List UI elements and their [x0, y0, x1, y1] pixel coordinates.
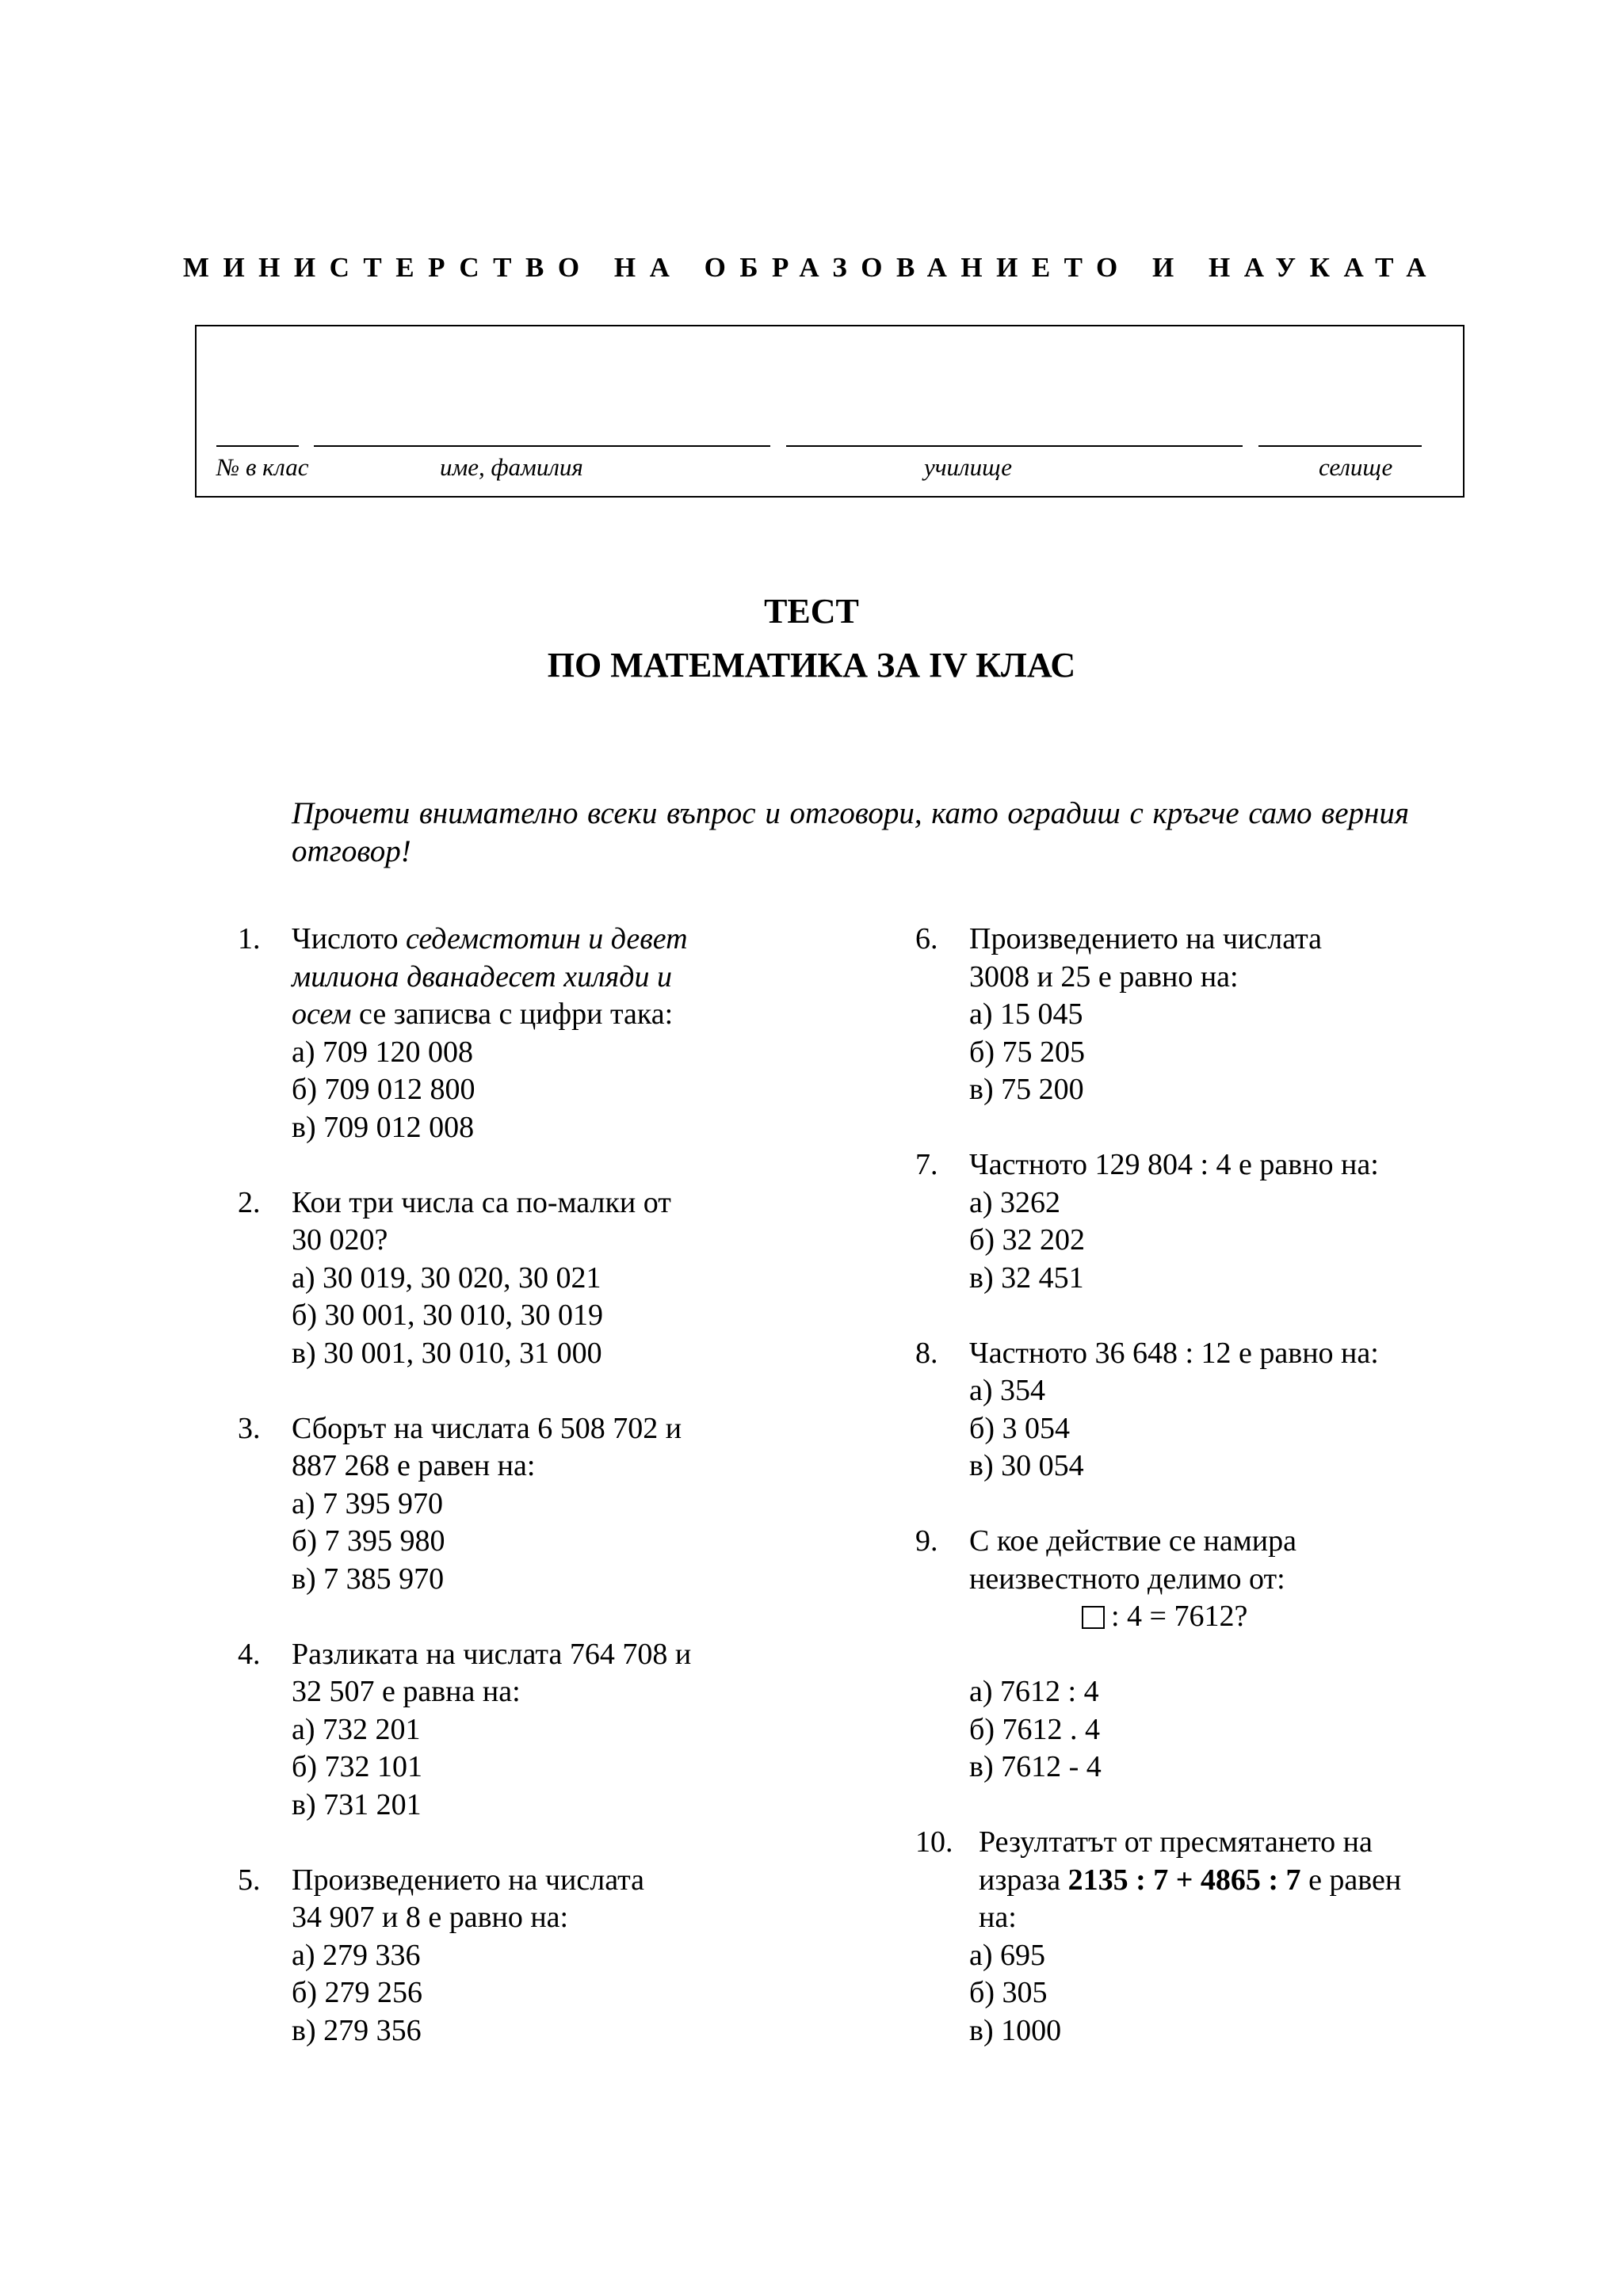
question-text: се записва с цифри така: — [351, 997, 674, 1031]
answer-option[interactable]: в) 30 001, 30 010, 31 000 — [292, 1336, 602, 1370]
answer-option[interactable]: а) 7612 : 4 — [969, 1675, 1099, 1708]
class-number-field[interactable] — [216, 445, 299, 447]
question-text-line — [292, 959, 903, 997]
question-text-line — [969, 1862, 1470, 1900]
answer-option[interactable]: а) 279 336 — [292, 1938, 421, 1972]
question — [238, 921, 903, 1146]
answer-option[interactable]: б) 305 — [969, 1976, 1048, 2009]
question-text-line — [969, 1146, 1470, 1184]
school-field[interactable] — [786, 445, 1243, 447]
question-text: Сборът на числата 6 508 702 и — [292, 1411, 682, 1445]
question-text: е равен — [1300, 1863, 1402, 1897]
answer-option[interactable]: в) 75 200 — [969, 1073, 1084, 1106]
question-text: милиона дванадесет хиляди и — [292, 959, 673, 994]
question-number: 10. — [915, 1825, 953, 1859]
question-text: на: — [979, 1901, 1017, 1934]
answer-option[interactable]: а) 15 045 — [969, 997, 1083, 1031]
question-text-line — [292, 1899, 903, 1937]
answer-option[interactable]: в) 7 385 970 — [292, 1562, 445, 1596]
questions-right-column — [915, 921, 1470, 2050]
question-text-line — [292, 1222, 903, 1260]
answer-option[interactable]: в) 1000 — [969, 2013, 1062, 2047]
equation-spacer — [969, 1636, 1470, 1674]
name-field[interactable] — [314, 445, 770, 447]
question-text-line — [292, 1410, 903, 1448]
village-label: селище — [1319, 453, 1393, 481]
question-text: неизвестното делимо от: — [969, 1562, 1285, 1596]
equation-line — [969, 1598, 1470, 1636]
test-title: ТЕСТ — [764, 592, 859, 631]
answer-option[interactable]: б) 3 054 — [969, 1411, 1070, 1445]
question-text-line — [969, 1523, 1470, 1561]
student-info-box — [195, 325, 1465, 498]
question-text-line — [292, 1673, 903, 1711]
answer-option[interactable]: а) 3262 — [969, 1185, 1061, 1219]
question-text: 30 020? — [292, 1223, 388, 1257]
class-number-label: № в клас — [216, 453, 309, 481]
answer-option[interactable]: в) 7612 - 4 — [969, 1750, 1102, 1783]
question — [238, 1636, 903, 1825]
answer-option[interactable]: б) 279 256 — [292, 1976, 422, 2009]
test-subtitle: ПО МАТЕМАТИКА ЗА IV КЛАС — [547, 646, 1076, 685]
question-text: осем — [292, 997, 352, 1031]
answer-option[interactable]: в) 731 201 — [292, 1787, 422, 1821]
question-text-line — [969, 1899, 1470, 1937]
question-number: 3. — [238, 1411, 261, 1445]
question — [238, 1410, 903, 1599]
question-number: 4. — [238, 1637, 261, 1671]
answer-option[interactable]: в) 279 356 — [292, 2013, 422, 2047]
village-field[interactable] — [1258, 445, 1422, 447]
answer-option[interactable]: в) 709 012 008 — [292, 1110, 475, 1144]
question-text: 2135 : 7 + 4865 : 7 — [1067, 1863, 1301, 1897]
question — [915, 1523, 1470, 1787]
question-text: Кои три числа са по-малки от — [292, 1185, 671, 1219]
question-text-line — [969, 1561, 1470, 1599]
answer-option[interactable]: в) 30 054 — [969, 1449, 1084, 1482]
answer-option[interactable]: б) 32 202 — [969, 1223, 1085, 1257]
question-number: 5. — [238, 1863, 261, 1897]
answer-option[interactable]: а) 354 — [969, 1374, 1046, 1407]
answer-option[interactable]: б) 732 101 — [292, 1750, 422, 1783]
question-text: седемстотин и девет — [405, 922, 688, 955]
question-text-line — [969, 959, 1470, 997]
school-label: училище — [924, 453, 1012, 481]
question-text: Числото — [292, 922, 406, 955]
question-text: Разликата на числата 764 708 и — [292, 1637, 692, 1671]
equation-text: : 4 = 7612? — [1111, 1600, 1248, 1633]
ministry-header: МИНИСТЕРСТВО НА ОБРАЗОВАНИЕТО И НАУКАТА — [182, 252, 1441, 283]
question — [915, 921, 1470, 1109]
question-text: 34 907 и 8 е равно на: — [292, 1901, 569, 1934]
question-text-line — [292, 1184, 903, 1222]
answer-option[interactable]: б) 75 205 — [969, 1035, 1085, 1069]
answer-option[interactable]: в) 32 451 — [969, 1261, 1084, 1295]
question-text-line — [969, 1824, 1470, 1862]
question-text: Частното 129 804 : 4 е равно на: — [969, 1148, 1379, 1181]
question-text: Произведението на числата — [292, 1863, 645, 1897]
question — [238, 1184, 903, 1373]
name-label: име, фамилия — [440, 453, 583, 481]
answer-option[interactable]: б) 7 395 980 — [292, 1524, 445, 1558]
question-text: 3008 и 25 е равно на: — [969, 959, 1239, 994]
question-text: Произведението на числата — [969, 922, 1323, 955]
question-text-line — [969, 1335, 1470, 1373]
question-text: Частното 36 648 : 12 е равно на: — [969, 1336, 1379, 1370]
answer-option[interactable]: а) 709 120 008 — [292, 1035, 474, 1069]
answer-option[interactable]: а) 695 — [969, 1938, 1046, 1972]
question — [915, 1335, 1470, 1486]
question-number: 9. — [915, 1524, 938, 1558]
question-text: 887 268 е равен на: — [292, 1449, 536, 1482]
question-text-line — [292, 996, 903, 1034]
questions-left-column — [238, 921, 903, 2050]
question-number: 2. — [238, 1185, 261, 1219]
answer-option[interactable]: а) 732 201 — [292, 1712, 421, 1746]
question-text: Резултатът от пресмятането на — [979, 1825, 1373, 1859]
question-text-line — [292, 1862, 903, 1900]
question — [915, 1824, 1470, 2050]
question — [238, 1862, 903, 2050]
answer-option[interactable]: а) 30 019, 30 020, 30 021 — [292, 1261, 601, 1295]
question-text: С кое действие се намира — [969, 1524, 1297, 1558]
question-number: 6. — [915, 922, 938, 955]
question-number: 7. — [915, 1148, 938, 1181]
question — [915, 1146, 1470, 1297]
question-number: 1. — [238, 922, 261, 955]
question-number: 8. — [915, 1336, 938, 1370]
question-text: 32 507 е равна на: — [292, 1675, 521, 1708]
answer-option[interactable]: б) 709 012 800 — [292, 1073, 475, 1106]
question-text-line — [292, 921, 903, 959]
answer-option[interactable]: б) 7612 . 4 — [969, 1712, 1100, 1746]
question-text-line — [292, 1636, 903, 1674]
question-text-line — [292, 1447, 903, 1486]
answer-option[interactable]: б) 30 001, 30 010, 30 019 — [292, 1299, 603, 1332]
question-text: израза — [979, 1863, 1068, 1897]
empty-box-icon — [1082, 1606, 1105, 1629]
instructions: Прочети внимателно всеки въпрос и отговори, като оградиш с кръгче само верния отговор! — [292, 796, 1409, 868]
question-text-line — [969, 921, 1470, 959]
answer-option[interactable]: а) 7 395 970 — [292, 1486, 444, 1520]
